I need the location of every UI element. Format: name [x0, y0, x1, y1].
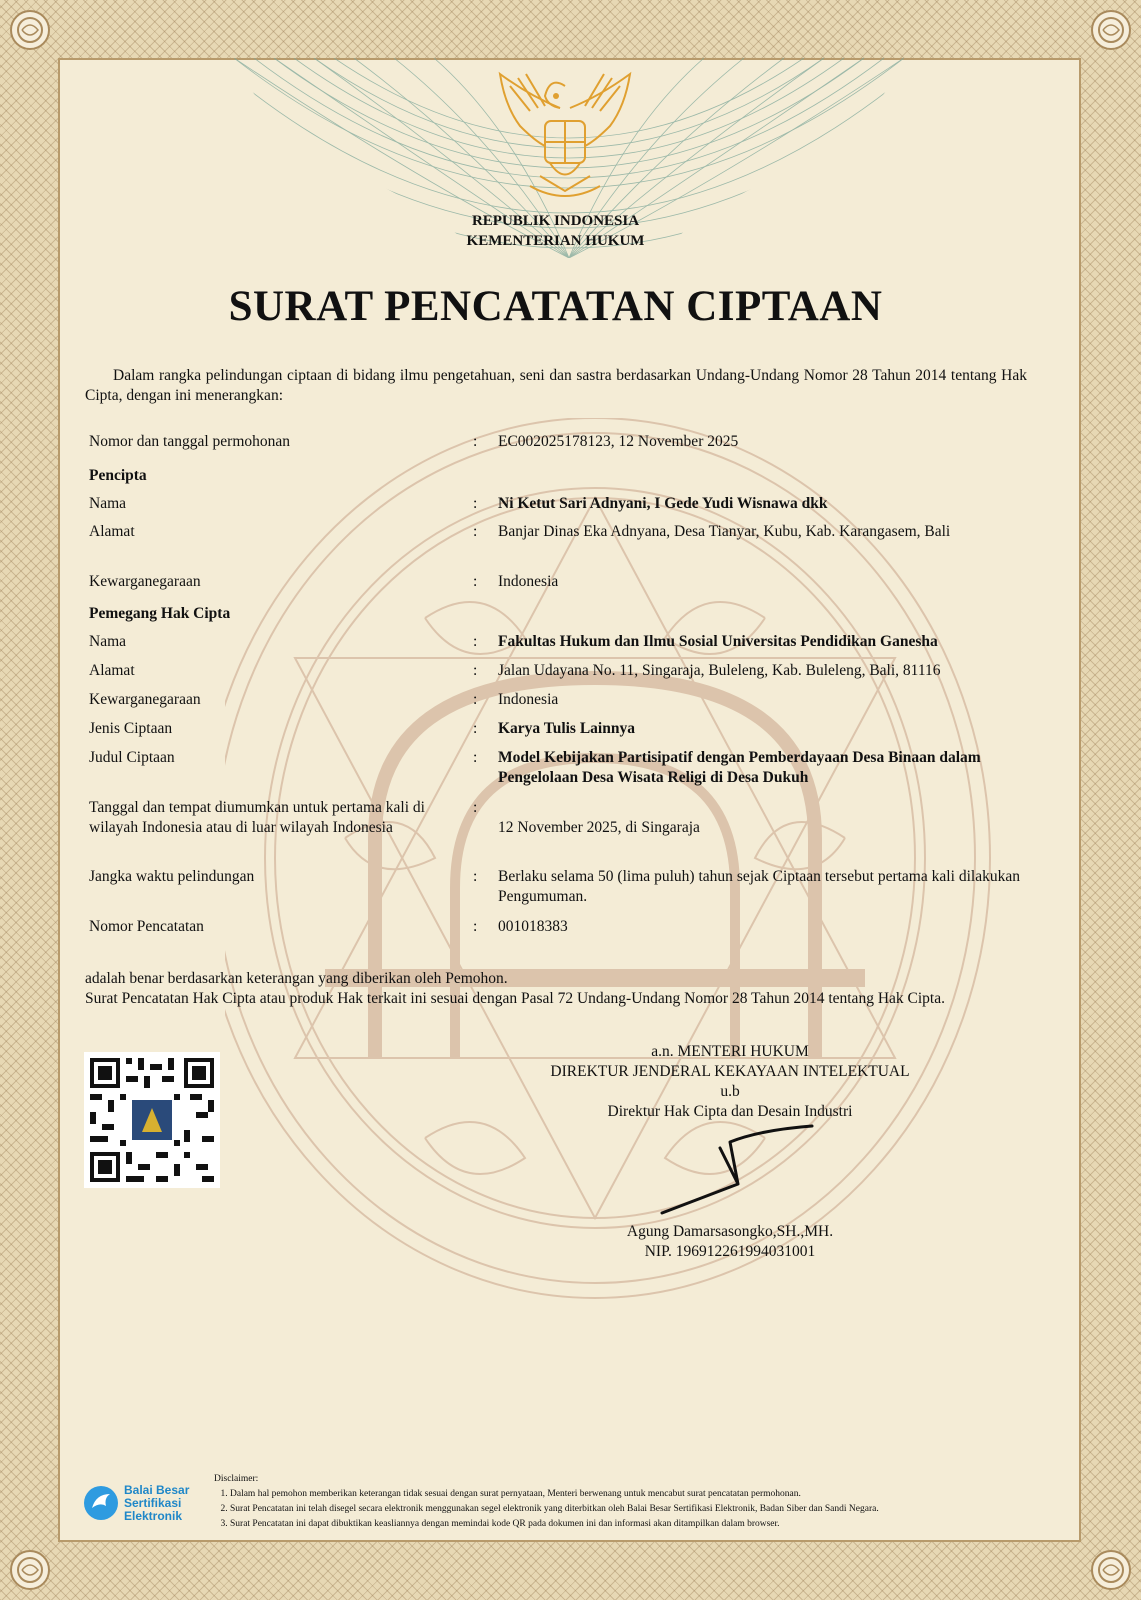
bsre-logo-icon — [82, 1484, 120, 1522]
field-colon: : — [473, 868, 478, 885]
field-value: Indonesia — [498, 573, 559, 590]
field-label: Jenis Ciptaan — [89, 720, 173, 737]
field-label: Nomor dan tanggal permohonan — [89, 433, 291, 450]
field-label: Kewarganegaraan — [89, 691, 201, 708]
disclaimer-item: 3. Surat Pencatatan ini dapat dibuktikan keasliannya dengan memindai kode QR pada dokumen ini dan informasi akan ditampilkan dalam browser. — [230, 1517, 1074, 1532]
field-label: Jangka waktu pelindungan — [89, 868, 255, 885]
field-colon: : — [473, 633, 478, 650]
page-title: SURAT PENCATATAN CIPTAAN — [228, 283, 883, 330]
field-value: EC002025178123, 12 November 2025 — [498, 433, 739, 450]
bsre-logo-line: Elektronik — [124, 1509, 183, 1523]
closing-statement: adalah benar berdasarkan keterangan yang diberikan oleh Pemohon. — [85, 970, 508, 987]
signatory-on-behalf: a.n. MENTERI HUKUM — [651, 1043, 809, 1060]
header-republic: REPUBLIK INDONESIA — [471, 213, 640, 229]
field-label: Judul Ciptaan — [89, 749, 175, 766]
field-label: Nomor Pencatatan — [89, 918, 204, 935]
field-label: Kewarganegaraan — [89, 573, 201, 590]
field-colon: : — [473, 523, 478, 540]
field-colon: : — [473, 720, 478, 737]
field-label: Alamat — [89, 662, 135, 679]
header-ministry: KEMENTERIAN HUKUM — [466, 233, 645, 249]
field-label: Tanggal dan tempat diumumkan untuk pertama kali di wilayah Indonesia atau di luar wilayah Indonesia — [89, 799, 425, 836]
field-colon: : — [473, 573, 478, 590]
field-colon: : — [473, 918, 478, 935]
field-value: Jalan Udayana No. 11, Singaraja, Buleleng, Kab. Buleleng, Bali, 81116 — [498, 662, 941, 679]
field-label: Nama — [89, 633, 127, 650]
field-value: Karya Tulis Lainnya — [498, 720, 635, 737]
signatory-nip: NIP. 196912261994031001 — [644, 1243, 816, 1260]
field-colon: : — [473, 749, 478, 766]
field-label: Nama — [89, 495, 127, 512]
bsre-logo-line: Balai Besar — [124, 1483, 190, 1497]
field-value: Banjar Dinas Eka Adnyana, Desa Tianyar, Kubu, Kab. Karangasem, Bali — [498, 523, 951, 540]
field-colon: : — [473, 799, 478, 816]
field-value: Berlaku selama 50 (lima puluh) tahun sejak Ciptaan tersebut pertama kali dilakukan Pengumuman. — [498, 868, 1020, 905]
field-label: Alamat — [89, 523, 135, 540]
field-colon: : — [473, 662, 478, 679]
intro-paragraph: Dalam rangka pelindungan ciptaan di bidang ilmu pengetahuan, seni dan sastra berdasarkan Undang-Undang Nomor 28 Tahun 2014 tentang Hak Cipta, dengan ini menerangkan: — [85, 367, 1027, 404]
signatory-directorate: DIREKTUR JENDERAL KEKAYAAN INTELEKTUAL — [550, 1063, 910, 1080]
bsre-logo — [82, 1484, 202, 1526]
field-colon: : — [473, 433, 478, 450]
disclaimer-item: 1. Dalam hal pemohon memberikan keterangan tidak sesuai dengan surat pernyataan, Menteri berwenang untuk mencabut surat pencatatan permohonan. — [230, 1487, 1074, 1502]
field-value: 001018383 — [498, 918, 568, 935]
bsre-logo-line: Sertifikasi — [124, 1496, 182, 1510]
field-colon: : — [473, 495, 478, 512]
disclaimer — [214, 1472, 1074, 1532]
signatory-ub: u.b — [720, 1083, 740, 1100]
disclaimer-item: 2. Surat Pencatatan ini telah disegel secara elektronik menggunakan segel elektronik yang diterbitkan oleh Balai Besar Sertifikasi Elektronik, Badan Siber dan Sandi Negara. — [230, 1502, 1074, 1517]
field-value: 12 November 2025, di Singaraja — [498, 819, 700, 836]
signatory-name: Agung Damarsasongko,SH.,MH. — [626, 1223, 834, 1240]
section-holder: Pemegang Hak Cipta — [89, 605, 231, 622]
section-creator: Pencipta — [89, 467, 147, 484]
field-value: Indonesia — [498, 691, 559, 708]
field-value: Ni Ketut Sari Adnyani, I Gede Yudi Wisnawa dkk — [498, 495, 828, 512]
field-value: Model Kebijakan Partisipatif dengan Pemberdayaan Desa Binaan dalam Pengelolaan Desa Wisata Religi di Desa Dukuh — [498, 749, 981, 786]
closing-legal-basis: Surat Pencatatan Hak Cipta atau produk Hak terkait ini sesuai dengan Pasal 72 Undang-Undang Nomor 28 Tahun 2014 tentang Hak Cipta. — [85, 990, 945, 1007]
field-colon: : — [473, 691, 478, 708]
disclaimer-title: Disclaimer: — [214, 1474, 259, 1484]
field-value: Fakultas Hukum dan Ilmu Sosial Universitas Pendidikan Ganesha — [498, 633, 938, 650]
qr-code-icon[interactable] — [84, 1052, 220, 1188]
signatory-position: Direktur Hak Cipta dan Desain Industri — [607, 1103, 853, 1120]
signature-mark — [660, 1116, 820, 1216]
